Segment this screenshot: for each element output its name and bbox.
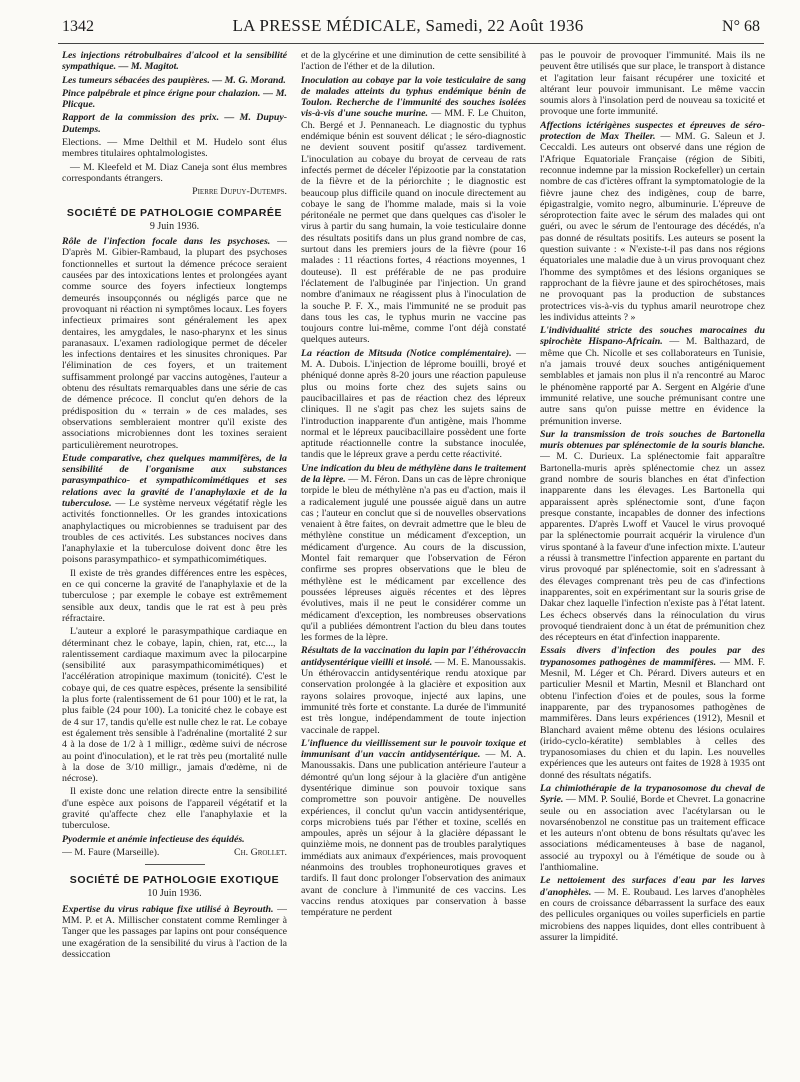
issue-number: N° 68 xyxy=(722,18,760,35)
article-title: Le nettoiement des surfaces d'eau par les larves d'anophèles. xyxy=(540,875,765,898)
item-text: Pince palpébrale et pince érigne pour chalazion. — M. Plicque. xyxy=(62,87,287,111)
item-text: Les injections rétrobulbaires d'alcool et la sensibilité sympathique. — M. Magitot. xyxy=(62,50,287,73)
article-title: Sur la transmission de trois souches de Bartonella muris obtenues par splénectomie de la souris blanche. xyxy=(540,428,765,452)
article-body: — MM. P. et A. Millischer constatent comme Remlinger à Tanger que les passages par lapins ont pour conséquence une exagération de la sensibilité du virus à l'action de la dessiccation xyxy=(62,903,287,960)
article-body: — M. C. Durieux. La splénectomie fait apparaître Bartonella-muris après splénectomie chez un assez grand nombre de souris blanches en état d'infection inapparente dans les élevages. Les Bartonella qui apparaissent après splénectomie sont, d'une façon presque constante, incapables de donner des infections apparentes. D'après Lwoff et Vaucel le virus provoqué par la splénectomie pourrait acquérir la virulence d'un virus spontané à la faveur d'une infection mixte. L'auteur a réussi à transmettre l'infection apparente en partant du virus provoqué par splénectomie, soit en s'adressant à des élevages comprenant très peu de cas d'infections inapparentes, soit en expérimentant sur la souris grise de Dakar chez laquelle l'infection n'existe pas à l'état latent. Les échecs observés dans la réinoculation du virus provoqué tiendraient donc à un état de prémunition chez des récepteurs en état d'infection inapparente. xyxy=(540,451,765,644)
article-title: Inoculation au cobaye par la voie testiculaire de sang de malades atteints du typhus endémique bénin de Toulon. Recherche de l'immunité des souches isolées vis-à-vis d'une souche murine. xyxy=(301,74,526,120)
journal-title: LA PRESSE MÉDICALE, Samedi, 22 Août 1936 xyxy=(232,16,584,35)
article-body: — MM. G. Saleun et J. Ceccaldi. Les auteurs ont observé dans une région de l'Afrique Equatoriale Française (région de Sibiti, reconnue indemne par la mission Rockefeller) un certain nombre de cas d'ictères offrant la symptomatologie de la fièvre jaune chez des indigènes, coup de barre, épigastralgie, vomito negro, albuminurie. L'épreuve de séroprotection faite avec le sérum des malades qui ont guéri, ou avec le sérum de l'entourage des décédés, n'a pas donné de résultats positifs. Les auteurs se posent la question suivante : « N'existe-t-il pas dans nos régions équatoriales une maladie due à un virus provoquant chez l'homme des symptômes et des lésions organiques se rapprochant de la fièvre jaune et des spirochétoses, mais ne provoquant pas la production de substances protectrices vis-à-vis du typhus amaril neurotrope chez les individus atteints ? » xyxy=(540,131,765,323)
article-body: — Le système nerveux végétatif règle les activités fonctionnelles. Or les grandes intoxications anaphylactiques ou microbiennes se traduisent par des troubles de ces activités. Les substances nocives dans l'anaphylaxie et la tuberculose doivent donc être les poisons parasympathico- et sympathicomimétiques. xyxy=(62,497,287,566)
article-title: Résultats de la vaccination du lapin par l'éthérovaccin antidysentérique vieilli et insolé. xyxy=(301,645,526,668)
article-title: Etude comparative, chez quelques mammifères, de la sensibilité de l'organisme aux substances parasympathico- et sympathicomimétiques et ses relations avec la gravité de l'anaphylaxie et de la tuberculose. xyxy=(62,452,287,509)
column-3 xyxy=(540,50,765,1076)
article-title: Expertise du virus rabique fixe utilisé à Beyrouth. xyxy=(62,903,274,915)
page-header xyxy=(62,16,760,42)
section-divider xyxy=(145,864,205,865)
section-title: SOCIÉTÉ DE PATHOLOGIE COMPARÉE xyxy=(66,206,283,219)
item-text: Les tumeurs sébacées des paupières. — M. G. Morand. xyxy=(62,74,286,86)
article-body: — MM. F. Mesnil, M. Léger et Ch. Pérard. Divers auteurs et en particulier Mesnil et Martin, Mesnil et Blanchard ont obtenu l'infection d'oies et de poules, sous la forme inapparente, par des trypanosomes pathogènes de mammifères. Dans leurs expériences (1912), Mesnil et Blanchard avaient même obtenu des lésions oculaires (irido-cyclo-kératite) semblables à celles des trypanosomiases du chien et du lapin. Les nouvelles expériences que les auteurs ont faites de 1928 à 1935 ont donné des résultats négatifs. xyxy=(540,656,765,781)
article-body: L'auteur a exploré le parasympathique cardiaque en déterminant chez le cobaye, lapin, chien, rat, etc..., la ralentissement cardiaque maximum avec la pilocarpine (sensibilité aux parasympathicomimétiques) et l'accélération atropinique maximum (tonicité). C'est le cobaye qui, de ces quatre espèces, présente la sensibilité la plus forte (ralentissement de 61 pour 100) et le rat, la plus faible (24 pour 100). La tonicité chez le cobaye est de 4 sur 17, tandis qu'elle est nulle chez le rat. Le cobaye est également très sensible à l'adrénaline (mortalité 2 sur 4 à la dose de 1/2 à 1 milligr., œdème suivi de nécrose au point d'inoculation), et le rat très peu (mortalité nulle à la dose de 3/10 milligr., jamais d'œdème, ni de nécrose). xyxy=(62,626,287,785)
article-body: — M. Féron. Dans un cas de lèpre chronique torpide le bleu de méthylène n'a pas eu d'action, mais il a radicalement jugulé une poussée aiguë dans un autre cas ; l'auteur en conclut que si de nouvelles observations venaient à être faites, on devrait admettre que le bleu de méthylène constitue un médicament d'exception, un médicament d'urgence. Au cours de la discussion, Montel fait remarquer que l'observation de Féron confirme ses propres observations que le bleu de méthylène est le médicament par excellence des poussées lépreuses aiguës récentes et des lèpres évolutives, mais il ne peut le considérer comme un médicament d'exception, les nombreuses observations qu'il a publiées démontrent l'action du bleu dans toutes les formes de la lèpre. xyxy=(301,473,526,644)
section-date: 10 Juin 1936. xyxy=(147,888,202,900)
article-body: Il existe donc une relation directe entre la sensibilité d'une espèce aux poisons de l'appareil végétatif et la gravité qu'affecte chez elle l'anaphylaxie et la tuberculose. xyxy=(62,786,287,832)
article-body: — MM. F. Le Chuiton, Ch. Bergé et J. Pennaneach. Le diagnostic du typhus endémique bénin est souvent délicat ; le séro-diagnostic ne devient souvent positif qu'assez tardivement. L'inoculation au cobaye du broyat de cerveau de rats infectés permet de déceler l'épizootie par la constatation de la fièvre et de la périorchite ; le diagnostic est beaucoup plus difficile quand on inocule directement au cobaye le sang de l'homme malade, mais si la voie péritonéale ne permet que dans quelques cas d'isoler le virus à partir du sang humain, la voie testiculaire donne des résultats positifs dans un plus grand nombre de cas, surtout dans les premiers jours de la fièvre (pour 16 malades : 11 réactions fortes, 4 réactions moyennes, 1 douteuse). Il est préférable de ne pas produire l'éclatement de l'albuginée par l'injection. Un grand nombre d'animaux ne réagissent plus à l'inoculation de la souche P. F. X., mais l'immunité ne se produit pas dans tous les cas, le typhus murin ne vaccine pas toujours contre lui-même, comme l'ont déjà constaté quelques auteurs. xyxy=(301,108,526,346)
item-text: Rapport de la commission des prix. — M. Dupuy-Dutemps. xyxy=(62,112,287,135)
article-body: — M. Balthazard, de même que Ch. Nicolle et ses collaborateurs en Tunisie, n'a jamais trouvé deux souches antigéniquement semblables et jamais non plus il n'a rencontré au Maroc le phénomène rapporté par A. Sergent en Algérie d'une immunité relative, une souche prémunisant contre une autre sans qu'on puisse mettre en évidence la prémunition inverse. xyxy=(540,336,765,427)
column-1 xyxy=(62,50,287,1076)
signature: Ch. Grollet. xyxy=(233,846,287,858)
article-body: — M. A. Manoussakis. Dans une publication antérieure l'auteur a démontré qu'un long séjour à la glacière d'un antigène dysentérique diminue son pouvoir toxique sans compromettre son pouvoir antigène. De nouvelles expériences, il conclut qu'un vaccin antidysentérique, corps microbiens tués par l'éther et toxine, scellés en ampoules, après un séjour à la glacière dépassant le quinzième mois, ne donnent pas de troubles paralytiques immédiats aux animaux d'expériences, mais provoquent néanmoins des troubles trophoneurotiques graves et tardifs. Il faut donc prolonger l'observation des animaux avant de conclure à l'immunité de ces vaccins. Les vaccins rendus atoxiques par conservation à basse température ne perdent xyxy=(301,749,526,919)
article-author: — M. Faure (Marseille). xyxy=(62,846,160,858)
article-body: — D'après M. Gibier-Rambaud, la plupart des psychoses fonctionnelles et surtout la démence précoce seraient causées par des intoxications lentes et prolongées ayant comme source des foyers infectieux longtemps demeurés insoupçonnés ou négligés parce que ne provoquant ni réaction ni symptômes locaux. Les foyers infectieux primaires sont généralement les apex dentaires, les amygdales, le naso-pharynx et les sinus paranasaux. L'examen radiologique permet de déceler les infections dentaires et les sinusites chroniques. Par l'élimination de ces foyers, et un traitement suffisamment prolongé par vaccins autogènes, l'auteur a obtenu des résultats remarquables dans une série de cas de démence précoce. Il conclut qu'en dehors de la prédisposition du « terrain » de ces malades, ses observations sembleraient montrer qu'il existe des associations microbiennes dont les toxines seraient particulièrement neurotropes. xyxy=(62,236,287,451)
section-title: SOCIÉTÉ DE PATHOLOGIE EXOTIQUE xyxy=(69,874,280,887)
article-title: L'individualité stricte des souches marocaines du spirochète Hispano-Africain. xyxy=(540,325,765,348)
item-text: — M. Kleefeld et M. Diaz Caneja sont élus membres correspondants étrangers. xyxy=(62,161,287,184)
article-columns xyxy=(62,50,767,1076)
article-body: Il existe de très grandes différences entre les espèces, en ce qui concerne la gravité de l'anaphylaxie et de la tuberculose ; par exemple le cobaye est extrêmement sensible aux deux, tandis que le rat est à peu près réfractaire. xyxy=(62,567,287,624)
article-title: Affections ictérigènes suspectes et épreuves de séro-protection de Max Theiler. xyxy=(540,119,765,143)
article-body: — M. A. Dubois. L'injection de léprome bouilli, broyé et phéniqué donne après 8-20 jours une réaction papuleuse plus ou moins forte chez des sujets sains ou paucibacillaires et pas de réaction chez des lépreux cliniques. Il ne s'agit pas chez les sujets sains de l'introduction inapparente d'un antigène, mais l'homme normal et le lépreux paucibacillaire possèdent une forte aptitude réactionnelle contre la substance inoculée, tandis que le lépreux grave a perdu cette réactivité. xyxy=(301,347,526,461)
article-title: Pyodermie et anémie infectieuse des équidés. xyxy=(62,833,245,845)
item-text: Elections. — Mme Delthil et M. Hudelo sont élus membres titulaires ophtalmologistes. xyxy=(62,137,287,160)
article-body: — M. E. Roubaud. Les larves d'anophèles en cours de croissance débarrassent la surface des eaux des pellicules organiques ou voiles superficiels en partie microbiens des nappes liquides, dont elles contribuent à assurer la limpidité. xyxy=(540,886,765,943)
article-title: Essais divers d'infection des poules par des trypanosomes pathogènes de mammifères. xyxy=(540,645,765,668)
article-title: La chimiothérapie de la trypanosomose du cheval de Syrie. xyxy=(540,783,765,806)
page-number: 1342 xyxy=(62,18,94,35)
article-body: et de la glycérine et une diminution de cette sensibilité à l'action de l'éther et de la dilution. xyxy=(301,50,526,73)
article-body: — M. E. Manoussakis. Un éthérovaccin antidysentérique rendu atoxique par conservation prolongée à la glacière et exposition aux rayons solaires provoque, injecté aux lapins, une immunité très forte et constante. La durée de l'immunité est très longue, indépendamment de toute injection vaccinale de rappel. xyxy=(301,656,526,736)
signature: Pierre Dupuy-Dutemps. xyxy=(192,186,287,198)
article-title: L'influence du vieillissement sur le pouvoir toxique et immunisant d'un vaccin antidysentérique. xyxy=(301,737,526,761)
article-body: — MM. P. Soulié, Borde et Chevret. La gonacrine seule ou en association avec l'acétylarsan ou le novarsénobenzol ne constitue pas un traitement efficace et les auteurs n'ont obtenu de bons résultats qu'avec les associations médicamenteuses à base de naganol, associé au trypoxyl ou à l'émétique de soude ou à l'anthiomaline. xyxy=(540,794,765,874)
column-2 xyxy=(301,50,526,1076)
article-title: Rôle de l'infection focale dans les psychoses. xyxy=(62,236,271,248)
article-title: La réaction de Mitsuda (Notice complémentaire). xyxy=(301,347,512,359)
article-title: Une indication du bleu de méthylène dans le traitement de la lèpre. xyxy=(301,462,526,485)
section-date: 9 Juin 1936. xyxy=(149,220,200,232)
article-body: pas le pouvoir de provoquer l'immunité. Mais ils ne peuvent être utilisés que sur place, le transport à distance et l'agitation leur faisant récupérer une toxicité et altérant leur pouvoir immunisant. Le même vaccin soumis alors à l'insolation perd de nouveau sa toxicité et provoque une forte immunité. xyxy=(540,50,765,118)
header-rule xyxy=(58,43,764,44)
